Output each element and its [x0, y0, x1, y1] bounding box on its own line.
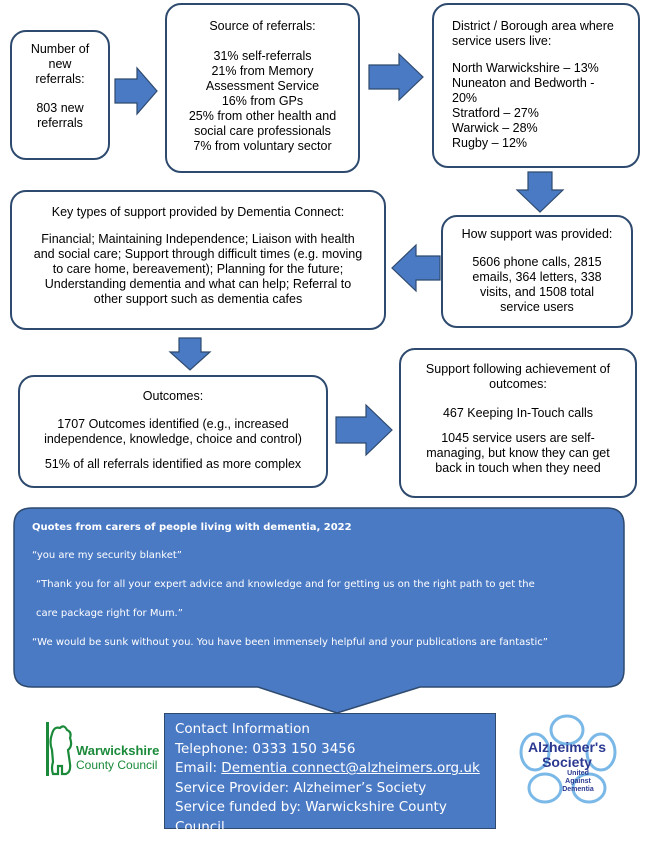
contact-email-row: [175, 759, 485, 779]
outcomes-title: Outcomes:: [142, 389, 204, 403]
contact-funded: Service funded by: Warwickshire County Council: [175, 799, 447, 835]
outcomes-line1: 1707 Outcomes identified (e.g., increased independence, knowledge, choice and control): [44, 417, 302, 446]
support-types-body: Financial; Maintaining Independence; Liaison with health and social care; Support through difficult times (e.g. moving to care home, bereavement); Planning for the future; Understanding dementia and what can help; Referral to other support such as dementia cafes: [33, 232, 363, 306]
districts-title: District / Borough area where service users live:: [452, 19, 614, 48]
sources-title: Source of referrals:: [209, 19, 316, 33]
quote-3: “We would be sunk without you. You have been immensely helpful and your publications are fantastic”: [32, 637, 548, 648]
wcc-line2: County Council: [76, 758, 158, 772]
source-item: 21% from Memory Assessment Service: [205, 64, 320, 93]
contact-email-label: Email:: [175, 760, 222, 776]
quotes-title: Quotes from carers of people living with dementia, 2022: [32, 522, 352, 533]
contact-info-box: [164, 713, 496, 835]
as-line1: Alzheimer's: [527, 739, 607, 755]
source-item: 31% self-referrals: [213, 49, 312, 63]
referrals-value: 803 new referrals: [36, 101, 84, 130]
contact-email-link[interactable]: Dementia connect@alzheimers.org.uk: [221, 760, 480, 776]
outcomes-line2: 51% of all referrals identified as more complex: [44, 457, 302, 471]
as-line4: Against: [565, 778, 591, 785]
bear-and-staff-icon: [40, 720, 76, 778]
support-types-title: Key types of support provided by Dementia Connect:: [51, 205, 345, 219]
how-provided-title: How support was provided:: [461, 227, 613, 241]
quote-1: “you are my security blanket”: [32, 550, 182, 561]
quote-2a: “Thank you for all your expert advice and knowledge and for getting us on the right path to get the: [36, 579, 535, 590]
district-item: Stratford – 27%: [452, 106, 539, 120]
source-item: 25% from other health and social care professionals: [188, 109, 337, 138]
as-line5: Dementia: [562, 786, 594, 793]
as-line2: Society: [542, 754, 592, 770]
warwickshire-logo: [40, 720, 162, 780]
source-item: 7% from voluntary sector: [193, 139, 332, 153]
quote-2b: care package right for Mum.”: [36, 608, 183, 619]
following-line1: 467 Keeping In-Touch calls: [442, 406, 594, 420]
following-title: Support following achievement of outcomes:: [425, 362, 611, 391]
following-line2: 1045 service users are self-managing, but know they can get back in touch when they need: [426, 431, 610, 475]
contact-telephone: Telephone: 0333 150 3456: [175, 740, 356, 757]
alzheimers-society-logo: [515, 712, 619, 806]
contact-heading: Contact Information: [175, 721, 310, 737]
contact-provider: Service Provider: Alzheimer’s Society: [175, 779, 427, 796]
district-item: Warwick – 28%: [452, 121, 538, 135]
wcc-line1: Warwickshire: [76, 743, 160, 758]
as-line3: United: [567, 770, 589, 777]
district-item: Rugby – 12%: [452, 136, 528, 150]
referrals-label: Number of new referrals:: [30, 42, 90, 86]
how-provided-body: 5606 phone calls, 2815 emails, 364 letters, 338 visits, and 1508 total service users: [472, 255, 602, 314]
district-item: Nuneaton and Bedworth - 20%: [452, 76, 595, 105]
source-item: 16% from GPs: [221, 94, 304, 108]
district-item: North Warwickshire – 13%: [452, 61, 599, 75]
